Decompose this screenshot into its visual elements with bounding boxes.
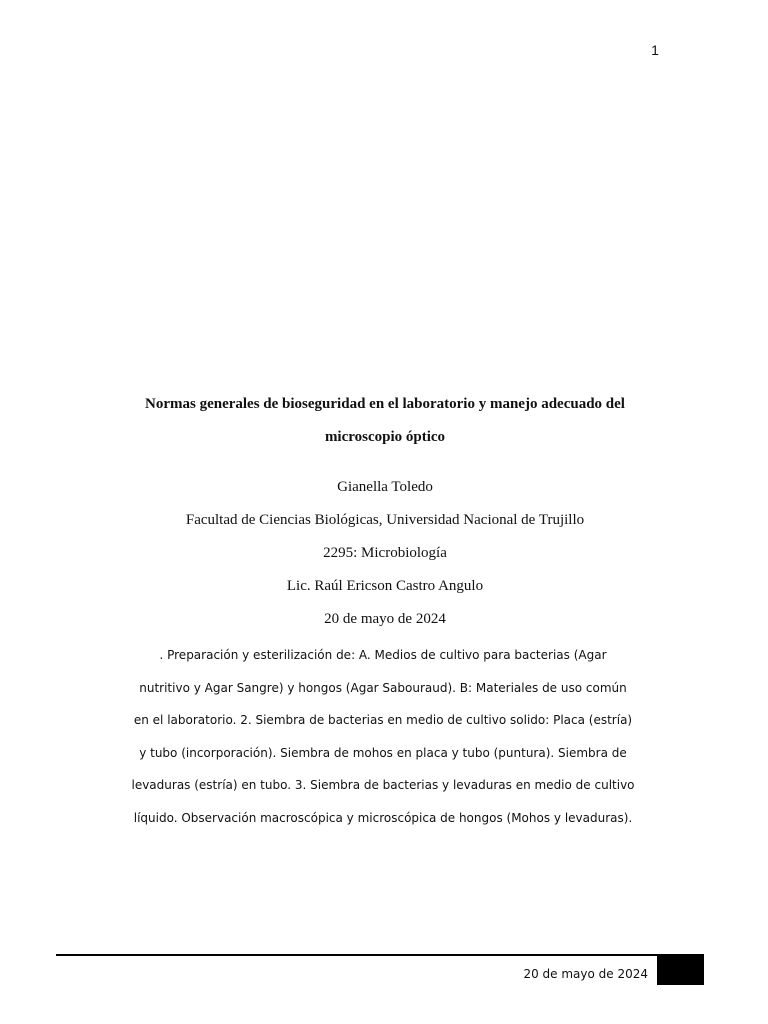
body-line: en el laboratorio. 2. Siembra de bacterias en medio de cultivo solido: Placa (estría) — [133, 713, 633, 728]
title-line-1: Normas generales de bioseguridad en el laboratorio y manejo adecuado del — [145, 396, 625, 412]
title-page-meta — [90, 476, 680, 641]
body-line: levaduras (estría) en tubo. 3. Siembra de bacterias y levaduras en medio de cultivo — [131, 778, 635, 793]
body-line: líquido. Observación macroscópica y microscópica de hongos (Mohos y levaduras). — [133, 810, 633, 825]
course: 2295: Microbiología — [323, 545, 447, 561]
footer-box — [657, 956, 704, 985]
body-line: . Preparación y esterilización de: A. Medios de cultivo para bacterias (Agar — [159, 648, 607, 662]
instructor: Lic. Raúl Ericson Castro Angulo — [286, 578, 484, 594]
body-line: y tubo (incorporación). Siembra de mohos en placa y tubo (puntura). Siembra de — [139, 745, 627, 760]
affiliation: Facultad de Ciencias Biológicas, Universidad Nacional de Trujillo — [185, 512, 585, 528]
body-line: nutritivo y Agar Sangre) y hongos (Agar Sabouraud). B: Materiales de uso común — [139, 680, 627, 695]
author-name: Gianella Toledo — [337, 479, 433, 495]
footer-date: 20 de mayo de 2024 — [523, 967, 648, 981]
footer-rule — [56, 954, 704, 956]
body-paragraph — [130, 640, 636, 836]
document-date: 20 de mayo de 2024 — [324, 611, 446, 627]
page-number: 1 — [651, 42, 659, 58]
title-line-2: microscopio óptico — [324, 429, 446, 445]
document-title — [90, 388, 680, 454]
